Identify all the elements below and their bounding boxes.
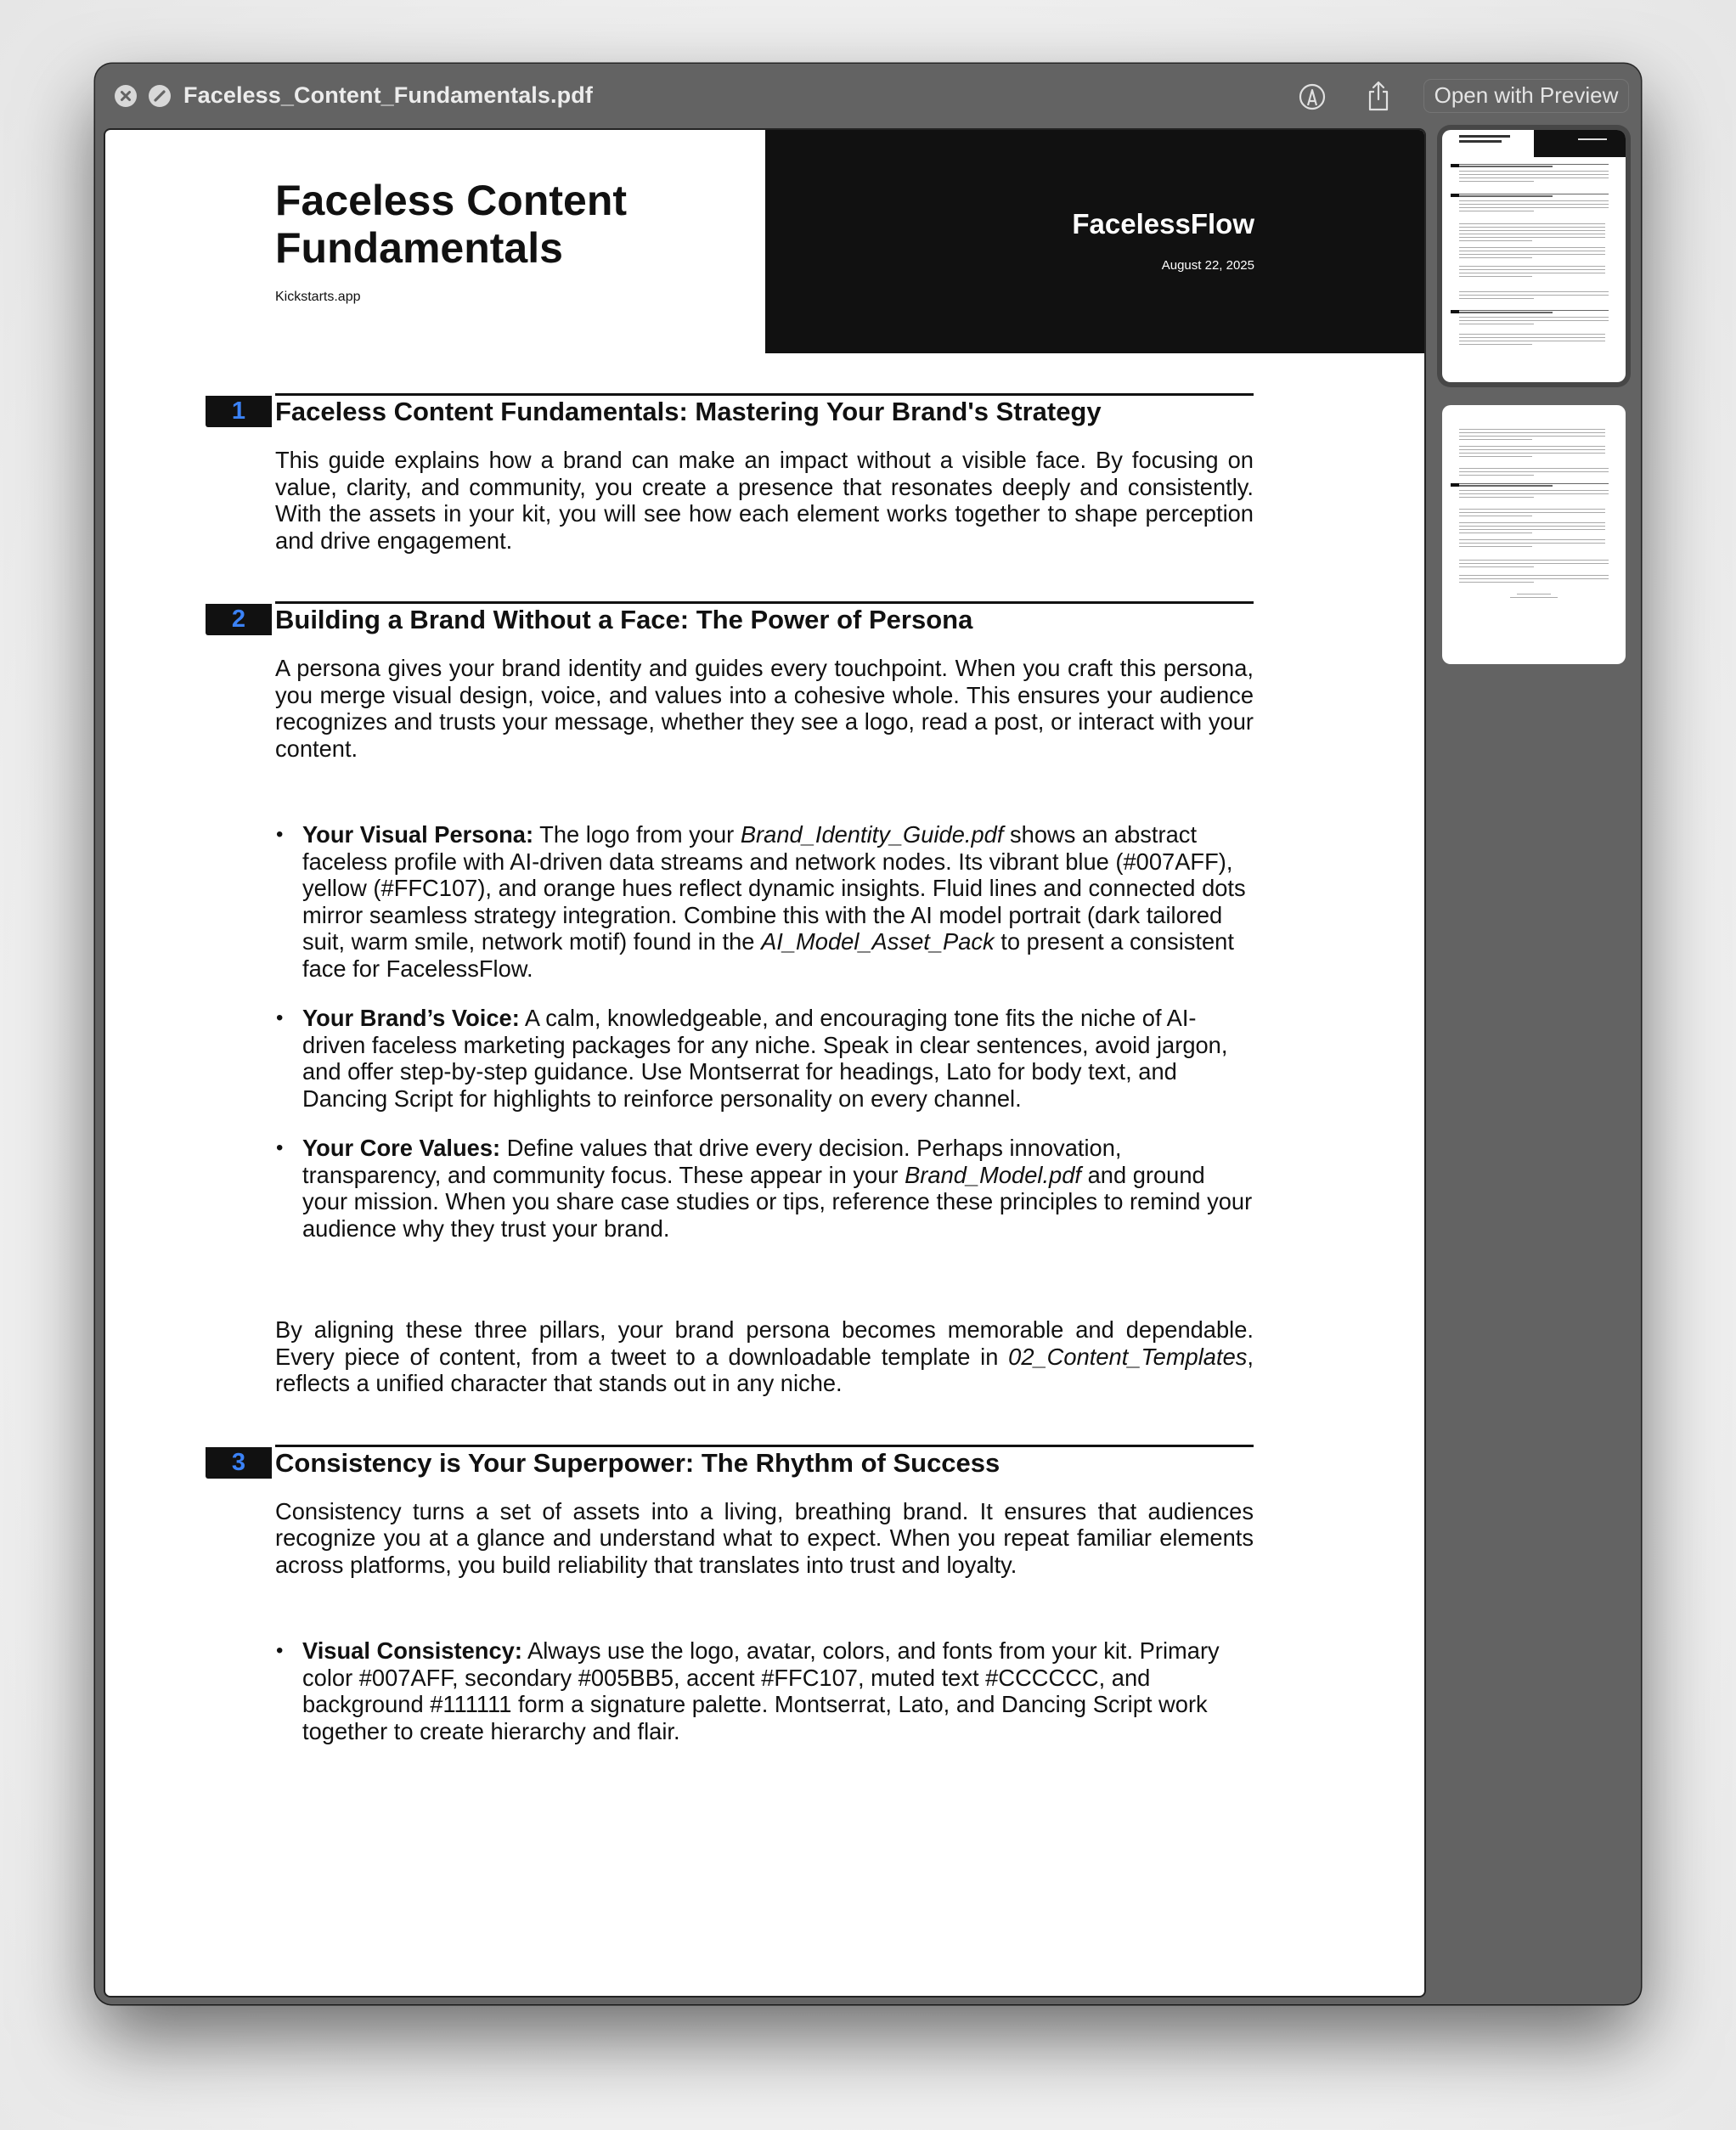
thumbnail-line	[1459, 446, 1605, 447]
thumbnail-line	[1459, 276, 1532, 277]
page-thumbnail-2[interactable]	[1442, 405, 1626, 664]
paragraph-text: , reflects a unified character that stands out in any niche.	[275, 1343, 1254, 1396]
thumbnail-title-line	[1459, 135, 1510, 138]
list-item	[302, 1637, 1254, 1744]
quicklook-window	[95, 64, 1641, 2004]
thumbnail-line	[1459, 468, 1609, 469]
thumbnail-line	[1459, 475, 1534, 476]
thumbnail-line	[1459, 344, 1532, 345]
thumbnail-line	[1459, 560, 1609, 561]
thumbnail-line	[1459, 582, 1534, 583]
thumbnail-line	[1459, 493, 1609, 494]
thumbnail-line	[1459, 227, 1605, 228]
list-item	[302, 1135, 1254, 1242]
thumbnail-line	[1459, 563, 1609, 564]
section-number-badge: 2	[206, 604, 272, 635]
thumbnail-line	[1459, 490, 1609, 491]
thumbnail-line	[1459, 200, 1609, 201]
section-number-badge: 3	[206, 1447, 272, 1479]
thumbnail-line	[1459, 291, 1609, 292]
thumbnail-line	[1459, 532, 1532, 533]
bullet-label: Visual Consistency:	[302, 1637, 522, 1664]
bullet-text: A calm, knowledgeable, and encouraging tone fits the niche of AI-driven faceless marketing packages for any niche. Speak in clear sentences, avoid jargon, and offer step-by-step guidance. Use Montserrat for headings, Lato for body text, and Dancing Script for highlights to reinforce personality on every channel.	[302, 1005, 1228, 1112]
thumbnail-line	[1459, 456, 1532, 457]
document-content	[231, 393, 1254, 1767]
pdf-page	[105, 130, 1424, 1996]
thumbnail-line	[1459, 436, 1605, 437]
thumbnail-line	[1459, 337, 1605, 338]
thumbnail-sidebar	[1430, 130, 1641, 1998]
thumbnail-line	[1459, 522, 1605, 523]
thumbnail-line	[1459, 223, 1605, 224]
file-reference: Brand_Identity_Guide.pdf	[740, 821, 1004, 848]
thumbnail-line	[1459, 453, 1605, 454]
file-reference: 02_Content_Templates	[1008, 1343, 1248, 1370]
thumbnail-line	[1459, 526, 1605, 527]
thumbnail-line	[1459, 546, 1532, 547]
bullet-text: Always use the logo, avatar, colors, and fonts from your kit. Primary color #007AFF, secondary #005BB5, accent #FFC107, muted text #CCCCCC, and background #111111 form a signature palette. Montserrat, Lato, and Dancing Script work together to create hierarchy and flair.	[302, 1637, 1220, 1744]
thumbnail-line	[1459, 512, 1605, 513]
thumbnail-line	[1459, 566, 1534, 567]
bullet-list	[275, 1637, 1254, 1744]
thumbnail-badge	[1451, 164, 1459, 167]
paragraph: Consistency turns a set of assets into a living, breathing brand. It ensures that audiences recognize you at a glance and understand what to expect. When you repeat familiar elements across platforms, you build reliability that translates into trust and loyalty.	[275, 1497, 1254, 1578]
thumbnail-line	[1459, 181, 1534, 182]
bullet-text: to present a consistent face for FacelessFlow.	[302, 928, 1234, 982]
bullet-text: and ground your mission. When you share case studies or tips, reference these principles to remind your audience why they trust your brand.	[302, 1161, 1253, 1242]
list-item	[302, 1005, 1254, 1112]
bullet-label: Your Core Values:	[302, 1135, 501, 1161]
bullet-text: The logo from your	[533, 821, 741, 848]
thumbnail-line	[1459, 269, 1605, 270]
paragraph	[275, 1316, 1254, 1397]
document-title: Faceless Content Fundamentals	[275, 177, 628, 272]
thumbnail-line	[1459, 266, 1605, 267]
thumbnail-line	[1459, 298, 1534, 299]
bullet-label: Your Visual Persona:	[302, 821, 534, 848]
thumbnail-line	[1459, 320, 1609, 321]
thumbnail-line	[1459, 529, 1605, 530]
section-title: Building a Brand Without a Face: The Power of Persona	[275, 605, 973, 634]
thumbnail-line	[1459, 247, 1605, 248]
thumbnail-line	[1459, 539, 1605, 540]
thumbnail-title-line	[1459, 140, 1502, 143]
thumbnail-line	[1459, 471, 1609, 472]
thumbnail-badge	[1451, 483, 1459, 487]
file-reference: Brand_Model.pdf	[905, 1161, 1081, 1188]
paragraph: A persona gives your brand identity and guides every touchpoint. When you craft this persona, you merge visual design, voice, and values into a cohesive whole. This ensures your audience recognizes and trusts your message, whether they see a logo, read a post, or interact with your content.	[275, 655, 1254, 762]
thumbnail-line	[1459, 171, 1609, 172]
document-date: August 22, 2025	[1161, 258, 1254, 273]
section-number-badge: 1	[206, 396, 272, 427]
thumbnail-line	[1459, 449, 1605, 450]
thumbnail-line	[1459, 317, 1609, 318]
thumbnail-line	[1459, 230, 1605, 231]
thumbnail-line	[1459, 578, 1609, 579]
section-title: Consistency is Your Superpower: The Rhythm of Success	[275, 1447, 1000, 1478]
thumbnail-heading-line	[1459, 195, 1553, 197]
thumbnail-badge	[1451, 194, 1459, 197]
bullet-text: shows an abstract faceless profile with AI-driven data streams and network nodes. Its vibrant blue (#007AFF), yellow (#FFC107), and orange hues reflect dynamic insights. Fluid lines and connected dots mirror seamless strategy integration. Combine this with the AI model portrait (dark tailored suit, warm smile, network motif) found in the	[302, 821, 1246, 955]
list-item	[302, 821, 1254, 982]
share-icon[interactable]	[1366, 79, 1391, 113]
thumbnail-header-block	[1534, 130, 1626, 157]
bullet-text: Define values that drive every decision. Perhaps innovation, transparency, and community focus. These appear in your	[302, 1135, 1122, 1188]
thumbnail-line	[1459, 429, 1605, 430]
thumbnail-line	[1459, 254, 1605, 255]
close-icon[interactable]	[115, 85, 137, 107]
thumbnail-heading-line	[1459, 166, 1553, 167]
fullscreen-icon[interactable]	[149, 85, 171, 107]
thumbnail-line	[1459, 204, 1609, 205]
file-reference: AI_Model_Asset_Pack	[761, 928, 995, 955]
title-bar	[95, 64, 1641, 128]
thumbnail-line	[1459, 509, 1605, 510]
document-site: Kickstarts.app	[275, 290, 361, 304]
thumbnail-line	[1459, 439, 1532, 440]
thumbnail-line	[1459, 240, 1532, 241]
section-title: Faceless Content Fundamentals: Mastering Your Brand's Strategy	[275, 397, 1102, 426]
thumbnail-line	[1459, 207, 1609, 208]
thumbnail-heading-line	[1459, 485, 1553, 487]
paragraph-text: By aligning these three pillars, your brand persona becomes memorable and dependable. Every piece of content, from a tweet to a downloadable template in	[275, 1316, 1254, 1370]
paragraph: This guide explains how a brand can make an impact without a visible face. By focusing on value, clarity, and community, you create a presence that resonates deeply and consistently. With the assets in your kit, you will see how each element works together to shape perception and drive engagement.	[275, 447, 1254, 554]
thumbnail-line	[1459, 237, 1605, 238]
thumbnail-line	[1459, 432, 1605, 433]
page-thumbnail-1[interactable]	[1442, 130, 1626, 382]
thumbnail-brand-line	[1578, 138, 1607, 140]
section-heading	[231, 601, 1254, 638]
thumbnail-heading-line	[1459, 312, 1553, 313]
section-heading	[231, 1445, 1254, 1481]
markup-icon[interactable]	[1298, 82, 1327, 111]
thumbnail-line	[1459, 497, 1534, 498]
window-title: Faceless_Content_Fundamentals.pdf	[183, 82, 593, 108]
thumbnail-footer-line	[1510, 597, 1558, 598]
thumbnail-line	[1459, 575, 1609, 576]
open-with-preview-button[interactable]: Open with Preview	[1423, 79, 1629, 113]
thumbnail-line	[1459, 174, 1609, 175]
thumbnail-line	[1459, 543, 1605, 544]
bullet-label: Your Brand’s Voice:	[302, 1005, 520, 1031]
header-dark-block	[765, 130, 1424, 353]
brand-name: FacelessFlow	[1072, 208, 1254, 239]
thumbnail-line	[1459, 334, 1605, 335]
section-heading	[231, 393, 1254, 430]
thumbnail-badge	[1451, 310, 1459, 313]
bullet-list	[275, 821, 1254, 1242]
thumbnail-line	[1459, 257, 1532, 258]
thumbnail-line	[1459, 295, 1609, 296]
